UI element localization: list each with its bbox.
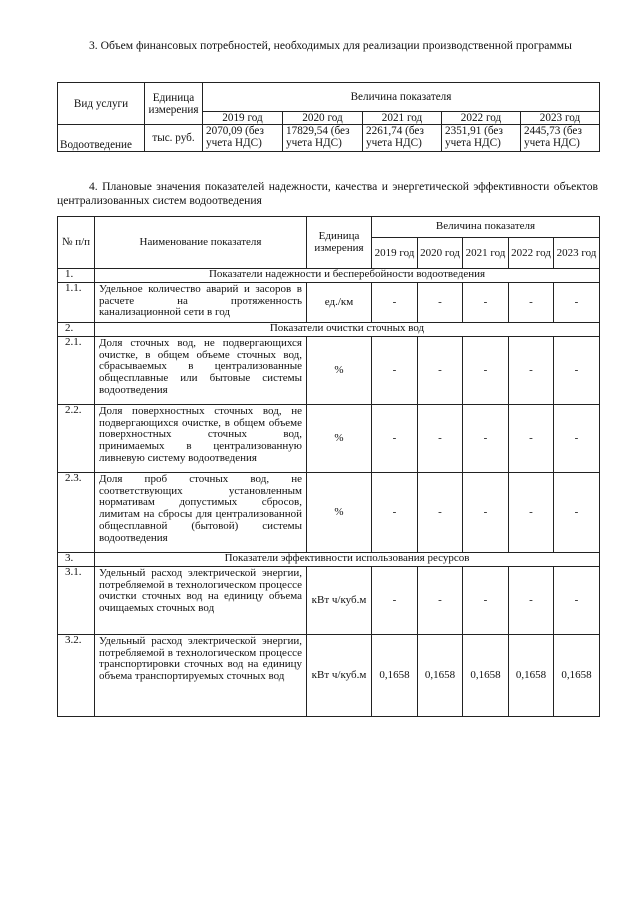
table-header-row: [58, 217, 600, 238]
table-header-row: [58, 83, 600, 112]
value-cell: -: [554, 337, 600, 405]
year-cell: 2022 год: [509, 238, 554, 269]
value-cell: -: [418, 337, 463, 405]
section-row: [58, 269, 600, 283]
row-number: 2.: [58, 323, 95, 337]
unit-cell: кВт ч/куб.м: [307, 567, 372, 635]
row-number: 3.2.: [58, 635, 95, 717]
section-title: Показатели надежности и бесперебойности водоотведения: [95, 269, 600, 283]
year-cell: 2020 год: [283, 112, 363, 125]
unit-cell: %: [307, 473, 372, 553]
value-cell: -: [372, 405, 418, 473]
row-number: 3.: [58, 553, 95, 567]
value-cell: -: [463, 567, 509, 635]
indicator-name: Доля проб сточных вод, не соответствующих установленным нормативам допустимых сбросов, лимитам на сбросы для централизованной общесплавной (бытовой) системы водоотведения: [95, 473, 307, 553]
unit-cell: кВт ч/куб.м: [307, 635, 372, 717]
header-service: Вид услуги: [58, 83, 145, 125]
year-cell: 2019 год: [372, 238, 418, 269]
value-cell: 2261,74 (без учета НДС): [363, 125, 442, 152]
value-cell: -: [463, 405, 509, 473]
header-name: Наименование показателя: [95, 217, 307, 269]
indicator-name: Удельный расход электрической энергии, потребляемой в технологическом процессе очистки сточных вод на единицу объема очищаемых сточных вод: [95, 567, 307, 635]
value-cell: -: [372, 337, 418, 405]
table-row: [58, 567, 600, 635]
value-cell: 2070,09 (без учета НДС): [203, 125, 283, 152]
unit-cell: %: [307, 337, 372, 405]
value-cell: -: [509, 283, 554, 323]
year-cell: 2023 год: [521, 112, 600, 125]
value-cell: -: [554, 567, 600, 635]
row-number: 2.3.: [58, 473, 95, 553]
unit-cell: %: [307, 405, 372, 473]
value-cell: -: [554, 405, 600, 473]
header-unit: Единица измерения: [145, 83, 203, 125]
unit-cell: тыс. руб.: [145, 125, 203, 152]
value-cell: -: [418, 567, 463, 635]
value-cell: -: [463, 337, 509, 405]
section-title: Показатели эффективности использования ресурсов: [95, 553, 600, 567]
header-unit: Единица измерения: [307, 217, 372, 269]
unit-cell: ед./км: [307, 283, 372, 323]
service-cell: Водоотведение: [58, 125, 145, 152]
value-cell: 0,1658: [372, 635, 418, 717]
value-cell: -: [418, 405, 463, 473]
value-cell: -: [463, 283, 509, 323]
section-title: Показатели очистки сточных вод: [95, 323, 600, 337]
value-cell: -: [463, 473, 509, 553]
table-row: [58, 125, 600, 152]
value-cell: -: [372, 283, 418, 323]
table-row: [58, 635, 600, 717]
value-cell: -: [372, 473, 418, 553]
section-4-heading: 4. Плановые значения показателей надежности, качества и энергетической эффективности объектов централизованных систем водоотведения: [57, 180, 598, 207]
value-cell: 0,1658: [509, 635, 554, 717]
header-value: Величина показателя: [372, 217, 600, 238]
table-row: [58, 473, 600, 553]
table-row: [58, 337, 600, 405]
value-cell: -: [418, 283, 463, 323]
indicator-name: Доля сточных вод, не подвергающихся очистке, в общем объеме сточных вод, сбрасываемых в централизованные общесплавные или бытовые системы водоотведения: [95, 337, 307, 405]
section-row: [58, 553, 600, 567]
section-row: [58, 323, 600, 337]
value-cell: -: [509, 337, 554, 405]
value-cell: -: [418, 473, 463, 553]
row-number: 3.1.: [58, 567, 95, 635]
value-cell: -: [554, 283, 600, 323]
section-3-heading: 3. Объем финансовых потребностей, необходимых для реализации производственной программы: [89, 39, 572, 52]
value-cell: 0,1658: [418, 635, 463, 717]
year-cell: 2021 год: [463, 238, 509, 269]
financial-needs-table: [57, 82, 600, 152]
indicators-table: [57, 216, 600, 717]
year-cell: 2023 год: [554, 238, 600, 269]
year-cell: 2020 год: [418, 238, 463, 269]
value-cell: -: [509, 473, 554, 553]
year-cell: 2022 год: [442, 112, 521, 125]
value-cell: 0,1658: [463, 635, 509, 717]
indicator-name: Доля поверхностных сточных вод, не подвергающихся очистке, в общем объеме поверхностных сточных вод, принимаемых в централизованную ливневую систему водоотведения: [95, 405, 307, 473]
row-number: 2.2.: [58, 405, 95, 473]
year-cell: 2021 год: [363, 112, 442, 125]
year-cell: 2019 год: [203, 112, 283, 125]
value-cell: -: [554, 473, 600, 553]
table-row: [58, 283, 600, 323]
row-number: 1.: [58, 269, 95, 283]
table-row: [58, 405, 600, 473]
value-cell: 0,1658: [554, 635, 600, 717]
value-cell: -: [509, 567, 554, 635]
header-value: Величина показателя: [203, 83, 600, 112]
value-cell: 2445,73 (без учета НДС): [521, 125, 600, 152]
indicator-name: Удельное количество аварий и засоров в расчете на протяженность канализационной сети в год: [95, 283, 307, 323]
indicator-name: Удельный расход электрической энергии, потребляемой в технологическом процессе транспортировки сточных вод на единицу объема транспортируемых сточных вод: [95, 635, 307, 717]
row-number: 2.1.: [58, 337, 95, 405]
value-cell: -: [372, 567, 418, 635]
value-cell: -: [509, 405, 554, 473]
value-cell: 2351,91 (без учета НДС): [442, 125, 521, 152]
header-num: № п/п: [58, 217, 95, 269]
row-number: 1.1.: [58, 283, 95, 323]
value-cell: 17829,54 (без учета НДС): [283, 125, 363, 152]
